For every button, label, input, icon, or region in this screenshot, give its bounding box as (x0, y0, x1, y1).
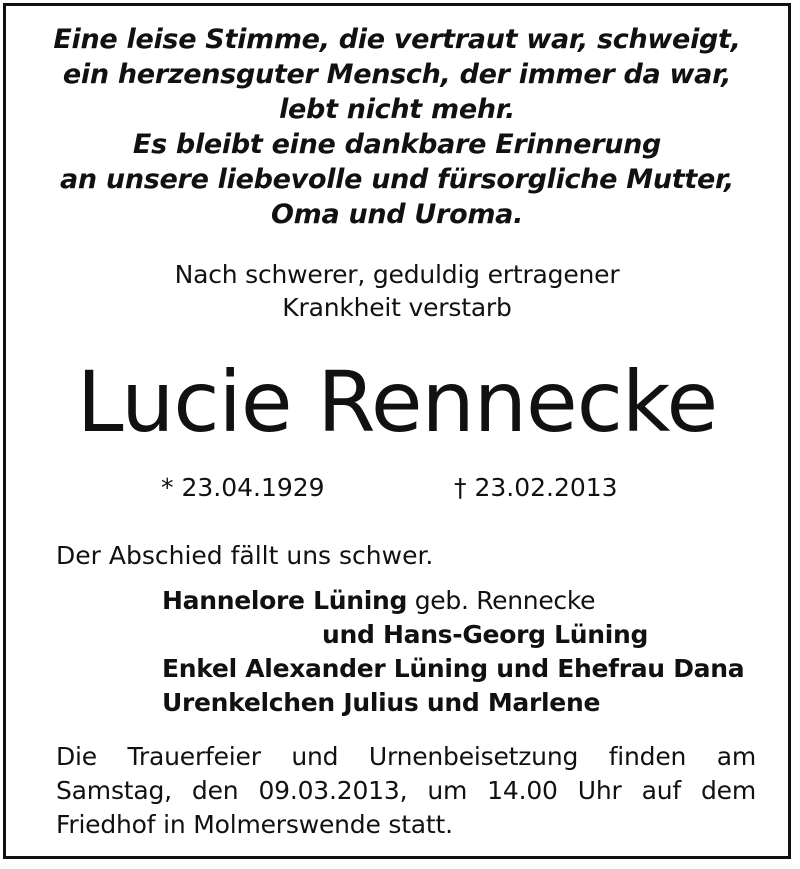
obituary-notice (3, 3, 791, 859)
funeral-line: Friedhof in Molmerswende statt. (56, 810, 453, 839)
death-announcement-intro (6, 258, 788, 324)
mourner-line (162, 652, 744, 686)
mourner-name: und Hans-Georg Lüning (322, 620, 649, 649)
poem-line: Oma und Uroma. (270, 199, 524, 230)
poem-line: ein herzensguter Mensch, der immer da war, (62, 59, 732, 90)
memorial-poem (6, 22, 788, 232)
deceased-name: Lucie Rennecke (76, 353, 718, 451)
mourner-line (162, 618, 744, 652)
funeral-details (56, 740, 756, 842)
birth-date: * 23.04.1929 (161, 473, 325, 502)
poem-line: an unsere liebevolle und fürsorgliche Mutter, (59, 164, 734, 195)
intro-line: Krankheit verstarb (282, 293, 512, 322)
poem-line: Es bleibt eine dankbare Erinnerung (132, 129, 662, 160)
mourner-line (162, 584, 744, 618)
poem-line: Eine leise Stimme, die vertraut war, schweigt, (53, 24, 741, 55)
mourner-name: Hannelore Lüning (162, 586, 408, 615)
funeral-line: Die Trauerfeier und Urnenbeisetzung finden am (56, 742, 756, 771)
mourner-note: geb. Rennecke (407, 586, 596, 615)
death-date: † 23.02.2013 (454, 473, 618, 502)
poem-line: lebt nicht mehr. (279, 94, 515, 125)
mourner-line (162, 686, 744, 720)
mourner-name: Enkel Alexander Lüning und Ehefrau Dana (162, 654, 745, 683)
mourner-name: Urenkelchen Julius und Marlene (162, 688, 601, 717)
funeral-line: Samstag, den 09.03.2013, um 14.00 Uhr auf dem (56, 776, 756, 805)
farewell-text: Der Abschied fällt uns schwer. (56, 541, 434, 570)
mourners-list (162, 584, 744, 720)
intro-line: Nach schwerer, geduldig ertragener (174, 260, 620, 289)
